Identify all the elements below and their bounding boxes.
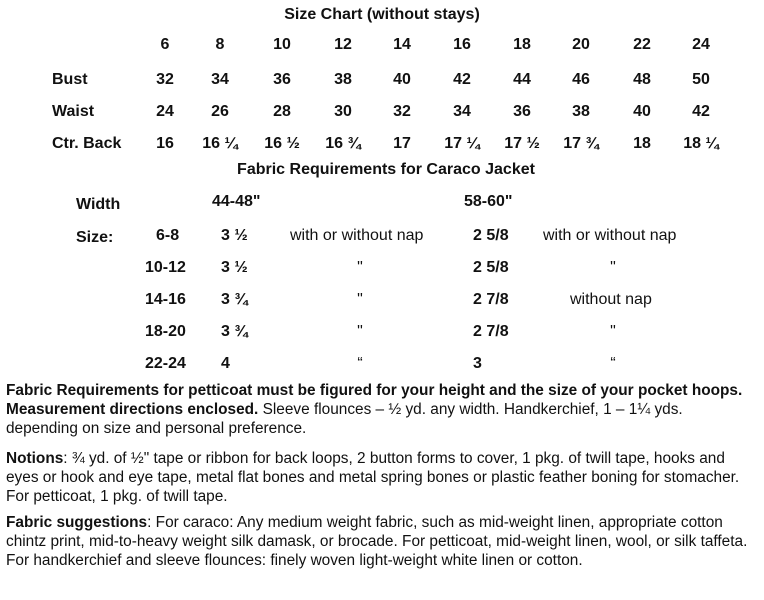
- size-cell: 18 ¼: [683, 135, 719, 152]
- fabric-requirements-title: Fabric Requirements for Caraco Jacket: [237, 161, 535, 178]
- fabric-size: 10-12: [145, 259, 186, 276]
- size-col-header: 8: [215, 36, 225, 53]
- size-cell: 40: [393, 71, 411, 88]
- fabric-size: 22-24: [145, 355, 186, 372]
- yardage-44-48: 3 ¾: [221, 323, 248, 340]
- size-cell: 32: [156, 71, 174, 88]
- note-44-48: ": [357, 323, 363, 340]
- note-58-60: “: [610, 355, 616, 372]
- size-col-header: 10: [273, 36, 291, 53]
- notions-text: : ¾ yd. of ½" tape or ribbon for back loops, 2 button forms to cover, 1 pkg. of twill tape, hooks and eyes or hook and eye tape, metal flat bones and metal spring bones or plastic feather boning for stomacher. For petticoat, 1 pkg. of twill tape.: [6, 450, 740, 505]
- size-cell: 18: [633, 135, 651, 152]
- yardage-44-48: 3 ¾: [221, 291, 248, 308]
- note-58-60: ": [610, 323, 616, 340]
- fabric-size: 14-16: [145, 291, 186, 308]
- petticoat-requirements-paragraph: [6, 381, 756, 438]
- size-cell: 44: [513, 71, 531, 88]
- size-cell: 17 ¾: [563, 135, 599, 152]
- size-cell: 38: [334, 71, 352, 88]
- note-44-48: ": [357, 259, 363, 276]
- size-col-header: 12: [334, 36, 352, 53]
- yardage-58-60: 3: [473, 355, 482, 372]
- size-row-label: Waist: [52, 103, 95, 120]
- fabric-size: 6-8: [156, 227, 180, 244]
- yardage-58-60: 2 7/8: [473, 323, 509, 340]
- fabric-size: 18-20: [145, 323, 186, 340]
- size-col-header: 24: [692, 36, 710, 53]
- size-cell: 30: [334, 103, 352, 120]
- size-cell: 16 ½: [264, 135, 300, 152]
- size-cell: 24: [156, 103, 174, 120]
- note-44-48: with or without nap: [290, 227, 424, 244]
- size-label: Size:: [76, 229, 114, 246]
- width-44-48: 44-48": [212, 193, 261, 210]
- size-col-header: 16: [453, 36, 471, 53]
- size-cell: 17 ½: [504, 135, 540, 152]
- size-cell: 26: [211, 103, 229, 120]
- size-cell: 36: [273, 71, 291, 88]
- size-cell: 17: [393, 135, 411, 152]
- note-44-48: ": [357, 291, 363, 308]
- fabric-suggestions-paragraph: [6, 513, 756, 570]
- note-44-48: “: [357, 355, 363, 372]
- size-cell: 48: [633, 71, 651, 88]
- size-cell: 46: [572, 71, 590, 88]
- size-cell: 16 ¼: [202, 135, 238, 152]
- width-label: Width: [76, 196, 121, 213]
- size-chart-title: Size Chart (without stays): [284, 6, 480, 23]
- yardage-58-60: 2 5/8: [473, 259, 509, 276]
- notions-paragraph: [6, 449, 756, 506]
- yardage-44-48: 3 ½: [221, 227, 248, 244]
- size-cell: 36: [513, 103, 531, 120]
- yardage-44-48: 3 ½: [221, 259, 248, 276]
- size-cell: 16 ¾: [325, 135, 361, 152]
- size-cell: 32: [393, 103, 411, 120]
- size-col-header: 18: [513, 36, 531, 53]
- size-row-label: Ctr. Back: [52, 135, 122, 152]
- fabric-suggestions-heading: Fabric suggestions: [6, 514, 148, 531]
- fabric-suggestions-text: : For caraco: Any medium weight fabric, such as mid-weight linen, appropriate cotton chintz print, mid-to-heavy weight silk damask, or brocade. For petticoat, mid-weight linen, wool, or silk taffeta. For handkerchief and sleeve flounces: finely woven light-weight white linen or cotton.: [6, 514, 748, 569]
- note-58-60: with or without nap: [543, 227, 677, 244]
- size-col-header: 22: [633, 36, 651, 53]
- size-row-label: Bust: [52, 71, 88, 88]
- width-58-60: 58-60": [464, 193, 513, 210]
- size-cell: 38: [572, 103, 590, 120]
- size-cell: 40: [633, 103, 651, 120]
- yardage-58-60: 2 5/8: [473, 227, 509, 244]
- note-58-60: without nap: [570, 291, 652, 308]
- size-col-header: 6: [160, 36, 170, 53]
- petticoat-requirements-bold: Fabric Requirements for petticoat must be figured for your height and the size of your pocket hoops. Measurement directions enclosed.: [6, 382, 743, 418]
- size-cell: 42: [453, 71, 471, 88]
- yardage-58-60: 2 7/8: [473, 291, 509, 308]
- size-cell: 50: [692, 71, 710, 88]
- yardage-44-48: 4: [221, 355, 230, 372]
- size-cell: 34: [453, 103, 471, 120]
- size-cell: 28: [273, 103, 291, 120]
- size-cell: 42: [692, 103, 710, 120]
- size-col-header: 14: [393, 36, 411, 53]
- notions-heading: Notions: [6, 450, 64, 467]
- size-cell: 34: [211, 71, 229, 88]
- size-cell: 17 ¼: [444, 135, 480, 152]
- size-col-header: 20: [572, 36, 590, 53]
- size-cell: 16: [156, 135, 174, 152]
- petticoat-requirements-text: Sleeve flounces – ½ yd. any width. Handkerchief, 1 – 1¼ yds. depending on size and personal preference.: [6, 401, 683, 437]
- note-58-60: ": [610, 259, 616, 276]
